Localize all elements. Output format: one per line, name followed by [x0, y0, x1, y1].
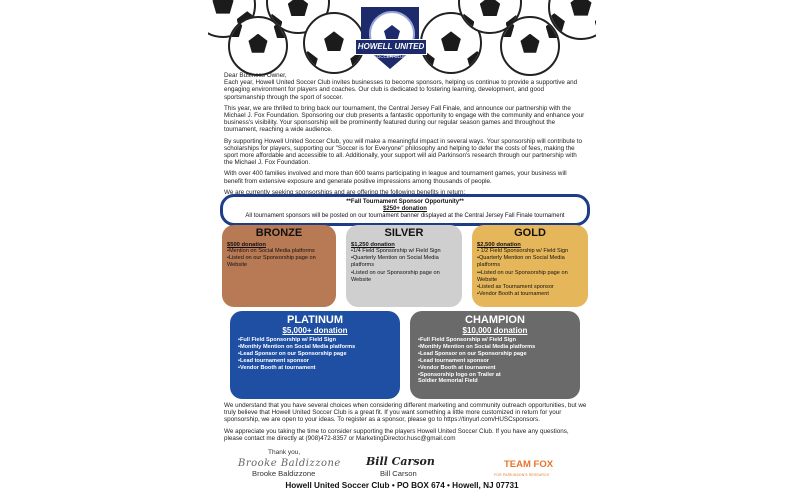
letter-closing	[224, 402, 588, 446]
tier-benefit: • 1/2 Field Sponsorship w/ Field Sign	[477, 248, 569, 254]
tier-benefit: •Lead Sponsor on our Sponsorship page	[238, 350, 347, 357]
tier-benefit: •Vendor Booth at tournament	[238, 364, 316, 371]
tier-benefit: •Lead tournament sponsor	[238, 357, 309, 364]
tier-name: SILVER	[384, 227, 424, 239]
signer-name-bill: Bill Carson	[380, 469, 417, 478]
tier-name: CHAMPION	[465, 314, 525, 326]
tournament-price: $250+ donation	[383, 206, 427, 212]
tournament-sponsor-box	[220, 194, 590, 226]
tier-price: $500 donation	[227, 242, 266, 248]
tier-platinum	[230, 311, 400, 399]
tier-benefit: •Full Field Sponsorship w/ Field Sign	[238, 337, 336, 343]
tournament-note: All tournament sponsors will be posted on our tournament banner displayed at the Central Jersey Fall Finale tournament	[245, 213, 565, 219]
paragraph-impact: By supporting Howell United Soccer Club, you will make a meaningful impact in several ways. Your sponsorship will contribute to scholarships for players, supporting our "Soccer is for Everyone" philosophy and helping to defer the costs of fees, making the sport more affordable and accessible to all. Additionally, your support will aid Parkinson's research through our partnership with the Michael J. Fox Foundation.	[224, 137, 583, 167]
tier-benefit: •Monthly Mention on Social Media platforms	[238, 343, 356, 350]
team-fox-tagline: FOR PARKINSON'S RESEARCH	[494, 473, 550, 477]
tier-name: PLATINUM	[286, 314, 343, 326]
signature-brooke: Brooke Baldizzone	[238, 458, 341, 469]
soccer-ball-icon	[548, 0, 596, 40]
logo-subtitle: SOCCER CLUB	[373, 54, 407, 59]
tier-benefit: ••Listed on our Sponsorship page on Website	[477, 269, 568, 283]
tier-benefit: Soldier Memorial Field	[418, 378, 478, 385]
logo-banner: HOWELL UNITED	[355, 39, 427, 55]
paragraph-benefits: We are currently seeking sponsorships and are offering the following benefits in return:	[224, 188, 466, 196]
tier-benefit: •Mention on Social Media platforms	[227, 248, 315, 254]
sponsorship-letter	[208, 0, 596, 500]
tournament-title: **Fall Tournament Sponsor Opportunity**	[346, 199, 464, 205]
paragraph-contact: We appreciate you taking the time to consider supporting the players Howell United Soccer Club. If you have any questions, please contact me directly at (908)472-8357 or MarketingDirector.husc@gmail.com	[224, 427, 569, 442]
thank-you-text: Thank you,	[268, 449, 301, 456]
signer-name-brooke: Brooke Baldizzone	[252, 469, 316, 478]
tier-benefit: •Listed on our Sponsorship page on Website	[351, 269, 440, 283]
tier-benefit: •Lead Sponsor on our Sponsorship page	[418, 350, 527, 357]
tier-bronze	[222, 225, 336, 307]
tier-benefit: •Vendor Booth at tournament	[477, 291, 549, 298]
tier-benefit: •Listed as Tournament sponsor	[477, 284, 554, 291]
tier-gold	[472, 225, 588, 307]
tier-price: $10,000 donation	[462, 326, 528, 335]
paragraph-exposure: With over 400 families involved and more than 600 teams participating in league and tournament games, your business will benefit from extensive exposure and generate positive impressions among thousands of people.	[224, 170, 567, 185]
tier-name: BRONZE	[255, 227, 303, 239]
tier-silver	[346, 225, 462, 307]
tier-benefit: •Monthly Mention on Social Media platforms	[418, 343, 536, 350]
tier-benefit: •Vendor Booth at tournament	[418, 364, 496, 371]
footer-address: Howell United Soccer Club • PO BOX 674 • Howell, NJ 07731	[285, 481, 519, 490]
paragraph-intro: Each year, Howell United Soccer Club invites businesses to become sponsors, helping us continue to provide a supportive and engaging environment for players and coaches. Our club is dedicated to fostering learning, development, and good sportsmanship through the sport of soccer.	[224, 79, 578, 101]
paragraph-tournament: This year, we are thrilled to bring back our tournament, the Central Jersey Fall Finale, and announce our partnership with the Michael J. Fox Foundation. Sponsoring our club presents a fantastic opportunity to engage with the community and enhance your business's visibility. Your sponsorship will be prominently featured during our regular season games and throughout the tournament, reaching a wide audience.	[224, 104, 585, 134]
tier-benefit: •Quarterly Mention on Social Media platforms	[351, 255, 439, 269]
club-logo	[355, 5, 425, 71]
paragraph-custom: We understand that you have several choices when considering different marketing and community outreach opportunities, but we truly believe that Howell United Soccer Club is a great fit. If you want something a little more customized in return for your sponsorship, we are open to your ideas. To register as a sponsor, please go to https://tinyurl.com/HUSCsponsors.	[224, 402, 587, 424]
tier-champion	[410, 311, 580, 399]
tier-benefit: •Listed on our Sponsorship page on Website	[227, 255, 316, 269]
signature-bill: Bill Carson	[366, 455, 435, 468]
team-fox-logo: TEAM FOX	[504, 459, 554, 470]
tier-benefit: •Lead tournament sponsor	[418, 357, 489, 364]
tier-name: GOLD	[514, 227, 546, 239]
tier-benefit: •Sponsorship logo on Trailer at	[418, 371, 501, 378]
tier-price: $5,000+ donation	[282, 326, 348, 335]
tier-benefit: •1/4 Field Sponsorship w/ Field Sign	[351, 248, 441, 254]
greeting: Dear Business Owner,	[224, 72, 287, 79]
tier-price: $2,500 donation	[477, 242, 521, 248]
letter-body	[224, 72, 586, 200]
signature-block	[238, 449, 578, 483]
tier-price: $1,250 donation	[351, 242, 395, 248]
tier-benefit: •Quarterly Mention on Social Media platforms	[477, 255, 565, 269]
tier-benefit: •Full Field Sponsorship w/ Field Sign	[418, 337, 516, 343]
